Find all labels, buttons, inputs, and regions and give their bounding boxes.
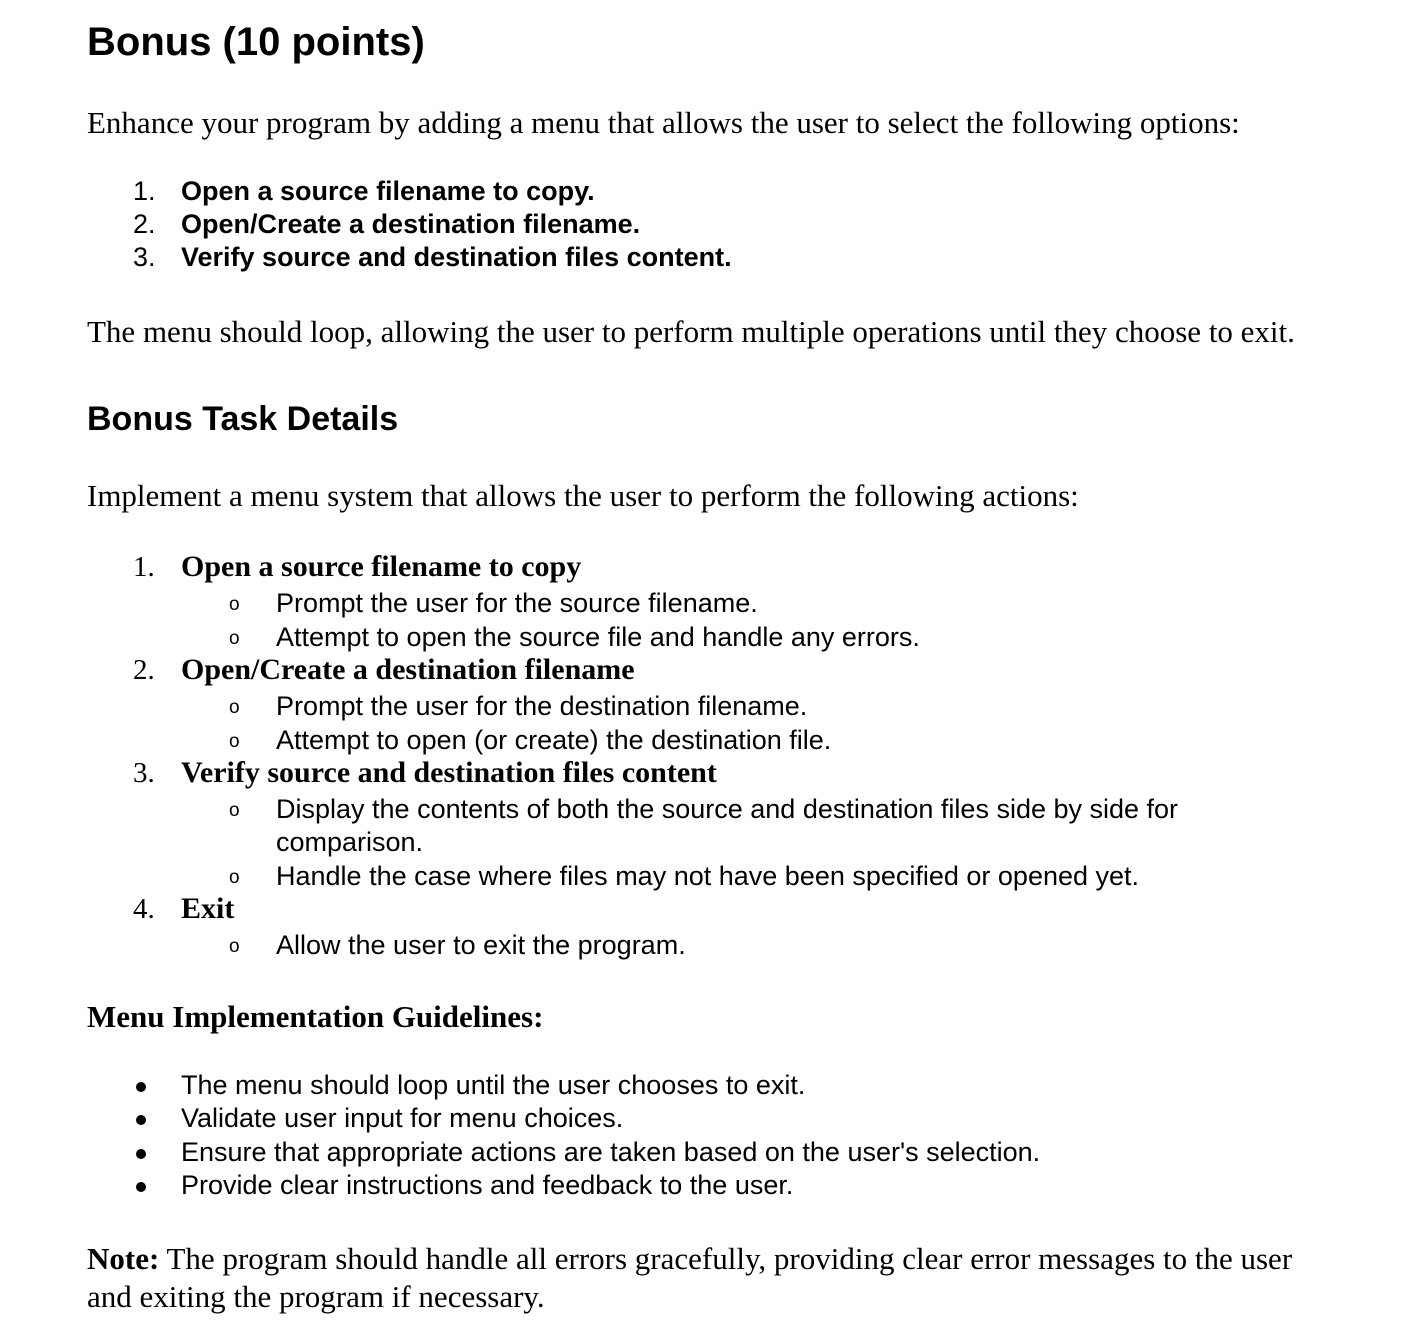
circle-bullet-icon: o (229, 867, 240, 888)
task-subitem: Prompt the user for the destination filename. (276, 691, 808, 721)
bullet-icon (136, 1082, 146, 1092)
circle-bullet-icon: o (229, 731, 240, 752)
implement-paragraph: Implement a menu system that allows the user to perform the following actions: (87, 478, 1079, 513)
task-subitem: Prompt the user for the source filename. (276, 588, 758, 618)
option-item: Verify source and destination files content. (181, 242, 732, 272)
note-paragraph (87, 1240, 1327, 1316)
circle-bullet-icon: o (229, 800, 240, 821)
page-title: Bonus (10 points) (87, 20, 425, 64)
circle-bullet-icon: o (229, 594, 240, 615)
circle-bullet-icon: o (229, 697, 240, 718)
bullet-icon (136, 1115, 146, 1125)
task-subitem: Attempt to open the source file and handle any errors. (276, 622, 920, 652)
section-heading: Bonus Task Details (87, 400, 399, 438)
note-text: The program should handle all errors gracefully, providing clear error messages to the user and exiting the program if necessary. (87, 1241, 1293, 1314)
task-title: Verify source and destination files content (181, 756, 717, 789)
guideline-item: The menu should loop until the user chooses to exit. (181, 1070, 806, 1100)
bullet-icon (136, 1149, 146, 1159)
guideline-item: Validate user input for menu choices. (181, 1103, 624, 1133)
task-subitem: Allow the user to exit the program. (276, 930, 686, 960)
task-number: 4. (133, 893, 155, 925)
circle-bullet-icon: o (229, 628, 240, 649)
task-number: 1. (133, 551, 155, 583)
note-label: Note: (87, 1241, 160, 1276)
task-title: Exit (181, 892, 235, 925)
guidelines-heading: Menu Implementation Guidelines: (87, 999, 544, 1034)
task-subitem: comparison. (276, 827, 424, 857)
intro-paragraph: Enhance your program by adding a menu that allows the user to select the following options: (87, 105, 1240, 140)
guideline-item: Provide clear instructions and feedback to the user. (181, 1170, 794, 1200)
option-item: Open a source filename to copy. (181, 176, 595, 206)
task-subitem: Display the contents of both the source and destination files side by side for (276, 794, 1179, 824)
task-subitem: Handle the case where files may not have been specified or opened yet. (276, 861, 1140, 891)
task-subitem: Attempt to open (or create) the destination file. (276, 725, 832, 755)
option-number: 3. (133, 242, 156, 272)
guideline-item: Ensure that appropriate actions are taken based on the user's selection. (181, 1137, 1041, 1167)
task-title: Open/Create a destination filename (181, 653, 635, 686)
option-item: Open/Create a destination filename. (181, 209, 641, 239)
task-number: 3. (133, 757, 155, 789)
task-number: 2. (133, 654, 155, 686)
bullet-icon (136, 1182, 146, 1192)
option-number: 1. (133, 176, 156, 206)
task-title: Open a source filename to copy (181, 550, 582, 583)
circle-bullet-icon: o (229, 936, 240, 957)
loop-paragraph: The menu should loop, allowing the user to perform multiple operations until they choose to exit. (87, 314, 1295, 349)
option-number: 2. (133, 209, 156, 239)
